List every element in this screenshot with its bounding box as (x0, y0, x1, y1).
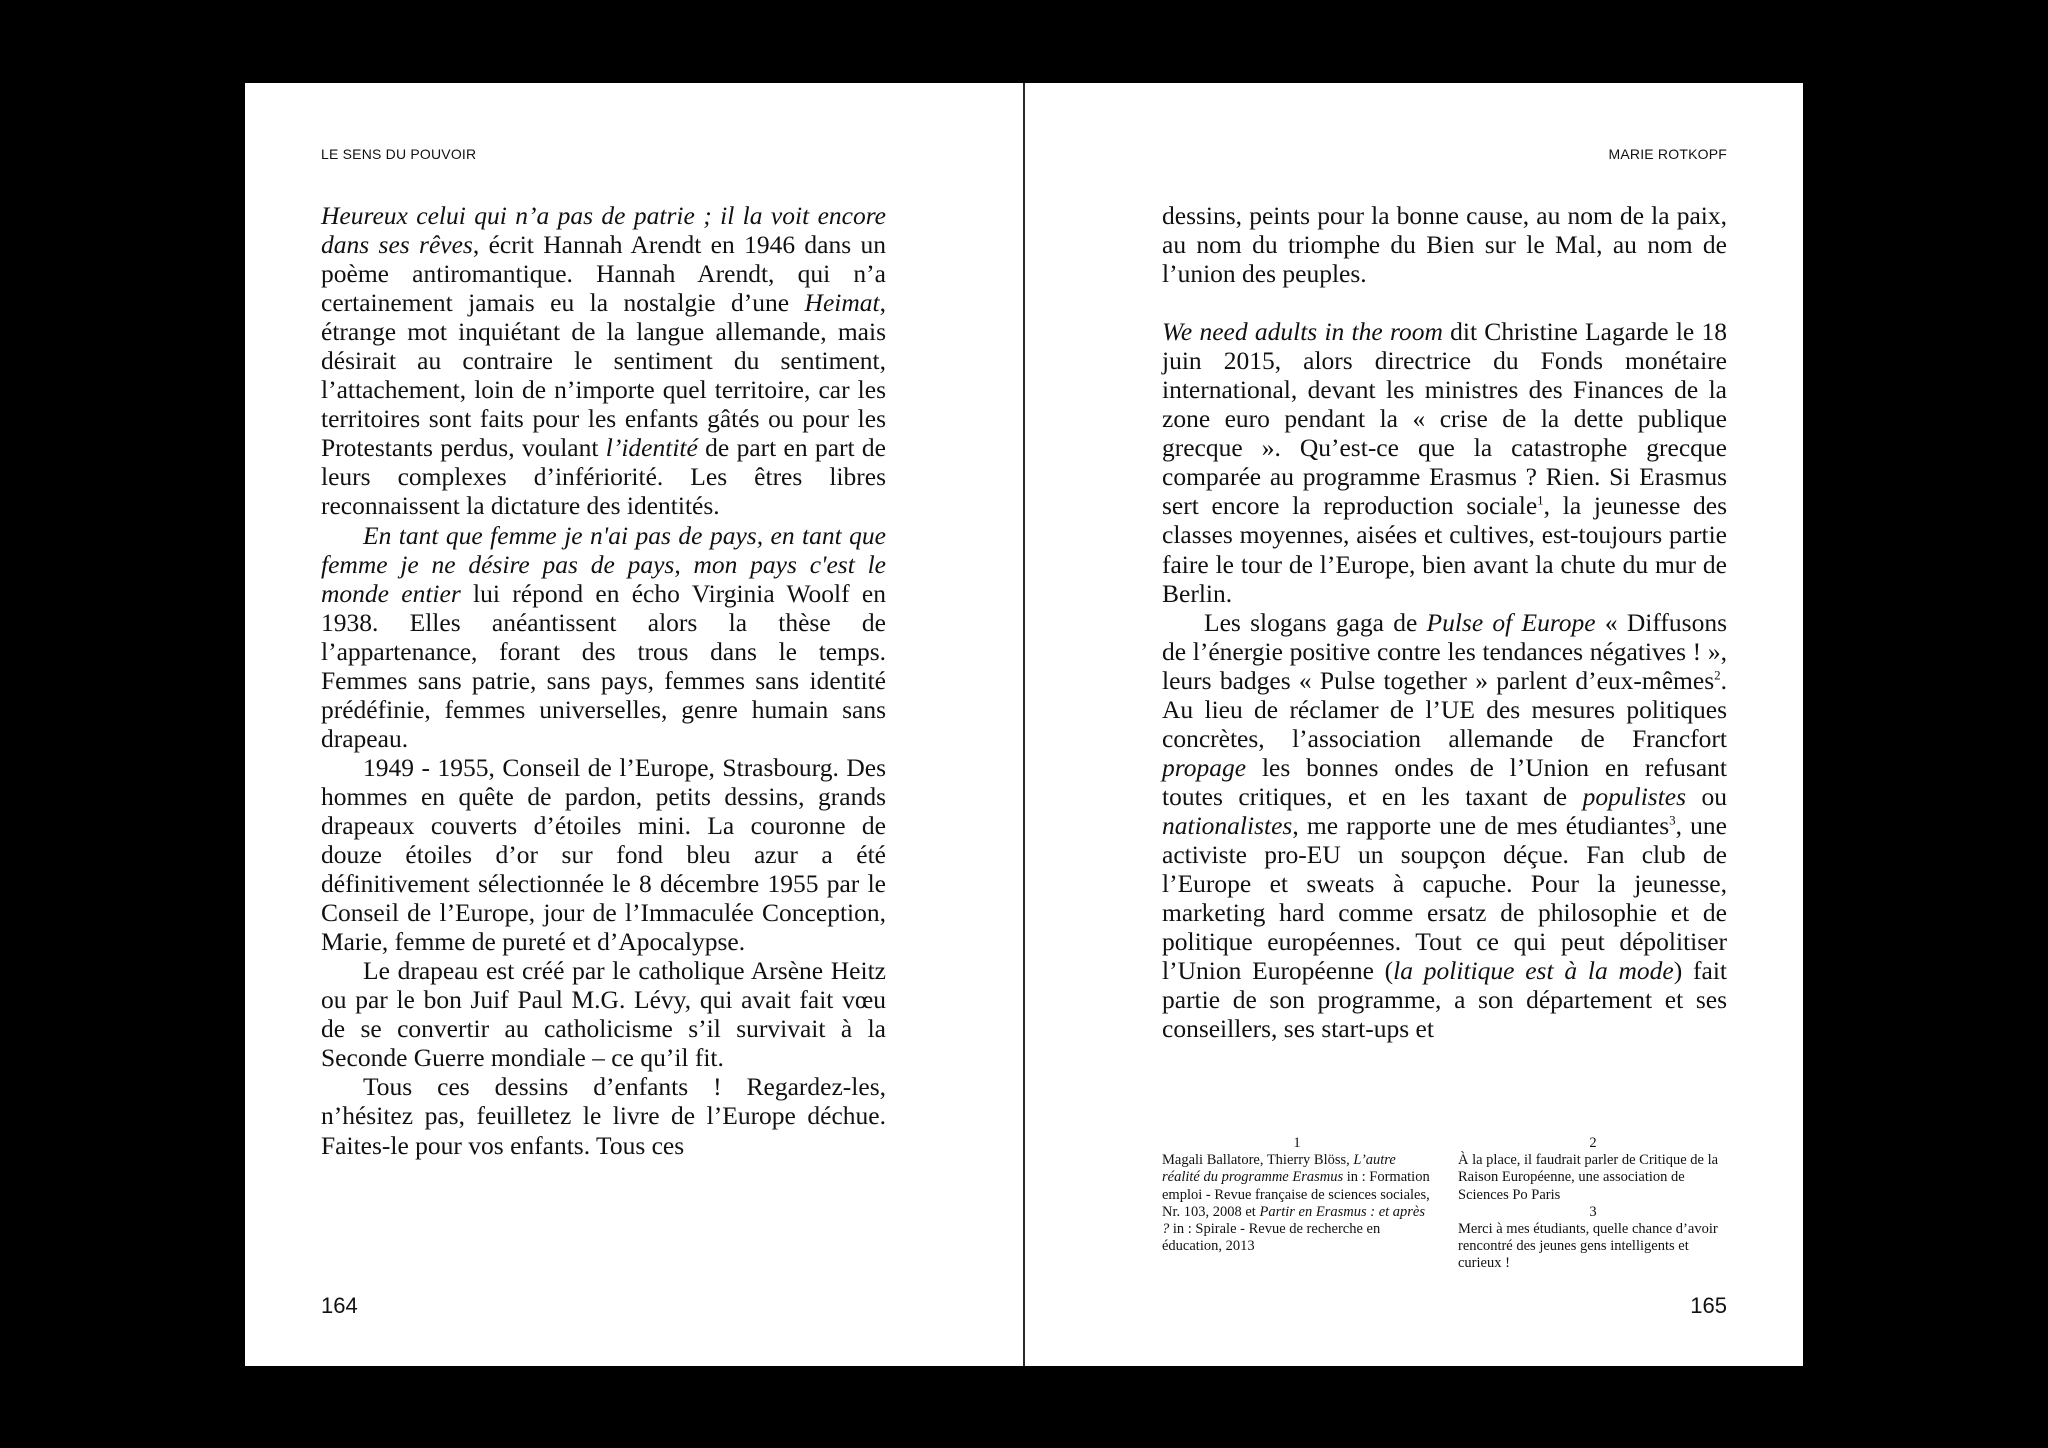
italic-text: la politique est à la mode (1393, 956, 1674, 986)
text-run: dessins, peints pour la bonne cause, au nom de la paix, au nom du triomphe du Bien sur le Mal, au nom de l’union des peuples. (1162, 201, 1727, 289)
text-run: dit Christine Lagarde le 18 juin 2015, alors directrice du Fonds monétaire international, devant les ministres des Finances de la zone euro pendant la « crise de la dette publique grecque ». Qu’est-ce que la catastrophe grecque comparée au programme Erasmus ? Rien. Si Erasmus sert encore la reproduction sociale (1162, 317, 1727, 521)
footnote-reference: 3 (1669, 812, 1676, 828)
text-run: Merci à mes étudiants, quelle chance d’avoir rencontré des jeunes gens intelligents et curieux ! (1458, 1221, 1718, 1272)
paragraph (321, 521, 886, 753)
footnote-column-2 (1458, 1135, 1728, 1273)
text-run: lui répond en écho Virginia Woolf en 1938. Elles anéantissent alors la thèse de l’appartenance, forant des trous dans le temps. Femmes sans patrie, sans pays, femmes sans identité prédéfinie, femmes universelles, genre humain sans drapeau. (321, 578, 886, 753)
footnote-reference: 1 (1537, 492, 1544, 508)
italic-text: Heureux celui qui n’a pas de patrie ; il la voit encore dans ses rêves (321, 201, 886, 260)
italic-text: Pulse of Europe (1426, 607, 1596, 637)
footnote-number: 1 (1293, 1135, 1301, 1151)
italic-text: We need adults in the room (1162, 317, 1443, 347)
footnote-number: 2 (1589, 1135, 1597, 1151)
text-run: in : Spirale - Revue de recherche en éducation, 2013 (1162, 1221, 1381, 1255)
italic-text: nationalistes (1162, 810, 1293, 840)
paragraph (321, 201, 886, 521)
text-run: , une activiste pro-EU un soupçon déçue. Fan club de l’Europe et sweats à capuche. Pour la jeunesse, marketing hard comme ersatz de philosophie et de politique européennes. Tout ce qui peut dépolitiser l’Union Européenne ( (1162, 810, 1727, 986)
paragraph (321, 753, 886, 956)
footnote (1162, 1135, 1432, 1255)
text-run: Tous ces dessins d’enfants ! Regardez-les, n’hésitez pas, feuilletez le livre de l’Europe déchue. Faites-le pour vos enfants. Tous ces (321, 1072, 886, 1160)
page-number-left: 164 (321, 1293, 358, 1318)
text-run: À la place, il faudrait parler de Critique de la Raison Européenne, une association de Sciences Po Paris (1458, 1152, 1719, 1203)
paragraph (1162, 201, 1727, 288)
text-run: , étrange mot inquiétant de la langue allemande, mais désirait au contraire le sentiment du sentiment, l’attachement, loin de n’importe quel territoire, car les territoires sont faits pour les enfants gâtés ou pour les Protestants perdus, voulant (321, 288, 886, 463)
italic-text: L’autre réalité du programme Erasmus (1162, 1152, 1396, 1186)
text-run: ou (1686, 781, 1728, 811)
text-run: Les slogans gaga de (1204, 607, 1427, 637)
text-run: les bonnes ondes de l’Union en refusant toutes critiques, et en les taxant de (1162, 752, 1727, 811)
footnote-text (1458, 1152, 1728, 1204)
left-page (245, 83, 1023, 1366)
italic-text: populistes (1582, 781, 1687, 811)
text-run: , me rapporte une de mes étudiantes (1292, 810, 1670, 840)
footnote-text (1458, 1221, 1728, 1273)
right-page (1025, 83, 1803, 1366)
paragraph (1162, 317, 1727, 607)
footnote-text (1162, 1152, 1432, 1255)
running-head-author: MARIE ROTKOPF (1608, 146, 1727, 162)
text-run: de part en part de leurs complexes d’infériorité. Les êtres libres reconnaissent la dictature des identités. (321, 433, 886, 521)
text-run: 1949 - 1955, Conseil de l’Europe, Strasbourg. Des hommes en quête de pardon, petits dessins, grands drapeaux couverts d’étoiles mini. La couronne de douze étoiles d’or sur fond bleu azur a été définitivement sélectionnée le 8 décembre 1955 par le Conseil de l’Europe, jour de l’Immaculée Conception, Marie, femme de pureté et d’Apocalypse. (321, 752, 886, 957)
italic-text: l’identité (605, 433, 698, 463)
text-run: . Au lieu de réclamer de l’UE des mesures politiques concrètes, l’association allemande de Francfort (1162, 665, 1727, 753)
text-run: ) fait partie de son programme, a son département et ses conseillers, ses start-ups et (1162, 956, 1727, 1044)
footnote (1458, 1135, 1728, 1204)
italic-text: Heimat (804, 288, 880, 318)
text-run: Le drapeau est créé par le catholique Arsène Heitz ou par le bon Juif Paul M.G. Lévy, qui avait fait vœu de se convertir au catholicisme s’il survivait à la Seconde Guerre mondiale – ce qu’il fit. (321, 956, 886, 1073)
text-run: in : Formation emploi - Revue française de sciences sociales, Nr. 103, 2008 et (1162, 1169, 1430, 1220)
footnote-number: 3 (1589, 1203, 1597, 1220)
footnote-reference: 2 (1714, 667, 1721, 683)
footnote (1458, 1204, 1728, 1273)
page-number-right: 165 (1690, 1293, 1727, 1318)
footnote-column-1 (1162, 1135, 1432, 1255)
italic-text: propage (1162, 752, 1247, 782)
italic-text: En tant que femme je n'ai pas de pays, en tant que femme je ne désire pas de pays, mon pays c'est le monde entier (321, 520, 886, 608)
italic-text: Partir en Erasmus : et après ? (1162, 1203, 1426, 1238)
text-run: « Diffusons de l’énergie positive contre les tendances négatives ! », leurs badges « Pulse together » parlent d’eux-mêmes (1162, 607, 1727, 695)
text-run: , écrit Hannah Arendt en 1946 dans un poème antiromantique. Hannah Arendt, qui n’a certainement jamais eu la nostalgie d’une (321, 230, 887, 318)
text-run: Magali Ballatore, Thierry Blöss, (1162, 1152, 1354, 1169)
paragraph (321, 1072, 886, 1159)
paragraph (1162, 608, 1727, 1044)
running-head-book-title: LE SENS DU POUVOIR (321, 146, 477, 162)
text-run: , la jeunesse des classes moyennes, aisées et cultives, est-toujours partie faire le tour de l’Europe, bien avant la chute du mur de Berlin. (1162, 491, 1727, 608)
right-page-body (1162, 201, 1727, 1043)
left-page-body (321, 201, 886, 1160)
paragraph (321, 956, 886, 1072)
